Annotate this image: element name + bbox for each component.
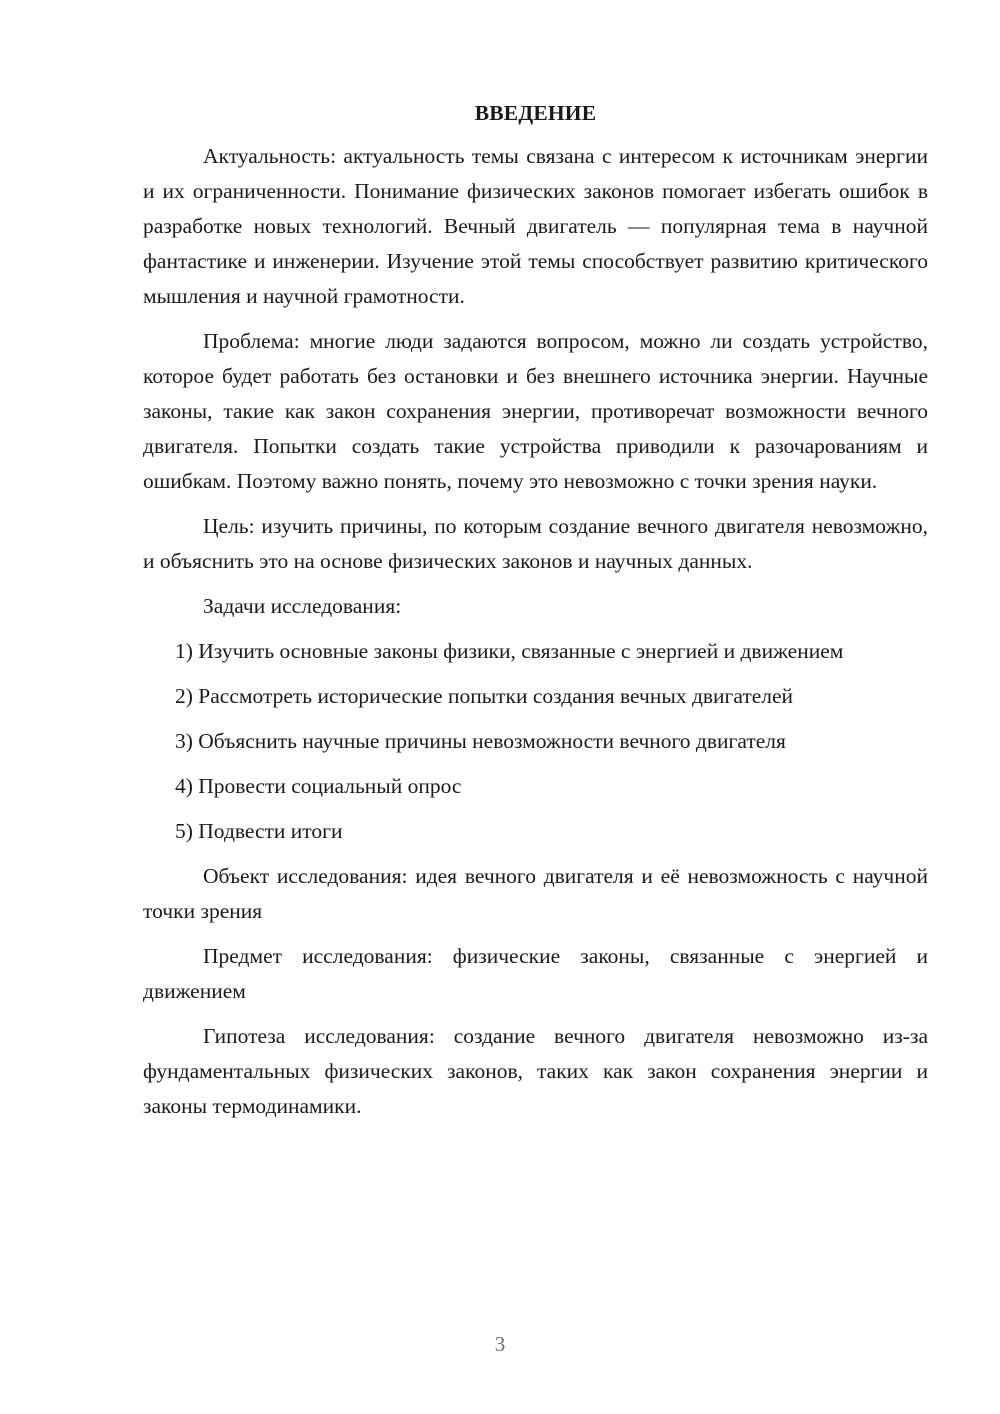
page-title: ВВЕДЕНИЕ (474, 101, 597, 125)
document-page (143, 96, 928, 1134)
task-item: 3) Объяснить научные причины невозможности вечного двигателя (175, 729, 786, 753)
task-item: 4) Провести социальный опрос (175, 774, 462, 798)
tasks-heading: Задачи исследования: (203, 594, 402, 618)
page-number: 3 (494, 1332, 506, 1356)
goal-paragraph: Цель: изучить причины, по которым создание вечного двигателя невозможно, и объяснить это на основе физических законов и научных данных. (143, 514, 928, 573)
task-item: 1) Изучить основные законы физики, связанные с энергией и движением (175, 639, 844, 663)
task-item: 5) Подвести итоги (175, 819, 343, 843)
subject-paragraph: Предмет исследования: физические законы, связанные с энергией и движением (143, 944, 928, 1003)
tasks-list (143, 634, 928, 849)
object-paragraph: Объект исследования: идея вечного двигателя и её невозможность с научной точки зрения (143, 864, 928, 923)
hypothesis-paragraph: Гипотеза исследования: создание вечного двигателя невозможно из-за фундаментальных физических законов, таких как закон сохранения энергии и законы термодинамики. (143, 1024, 928, 1118)
problem-paragraph: Проблема: многие люди задаются вопросом, можно ли создать устройство, которое будет работать без остановки и без внешнего источника энергии. Научные законы, такие как закон сохранения энергии, противоречат возможности вечного двигателя. Попытки создать такие устройства приводили к разочарованиям и ошибкам. Поэтому важно понять, почему это невозможно с точки зрения науки. (143, 329, 928, 493)
task-item: 2) Рассмотреть исторические попытки создания вечных двигателей (175, 684, 794, 708)
relevance-paragraph: Актуальность: актуальность темы связана с интересом к источникам энергии и их ограниченности. Понимание физических законов помогает избегать ошибок в разработке новых технологий. Вечный двигатель — популярная тема в научной фантастике и инженерии. Изучение этой темы способствует развитию критического мышления и научной грамотности. (143, 144, 928, 308)
